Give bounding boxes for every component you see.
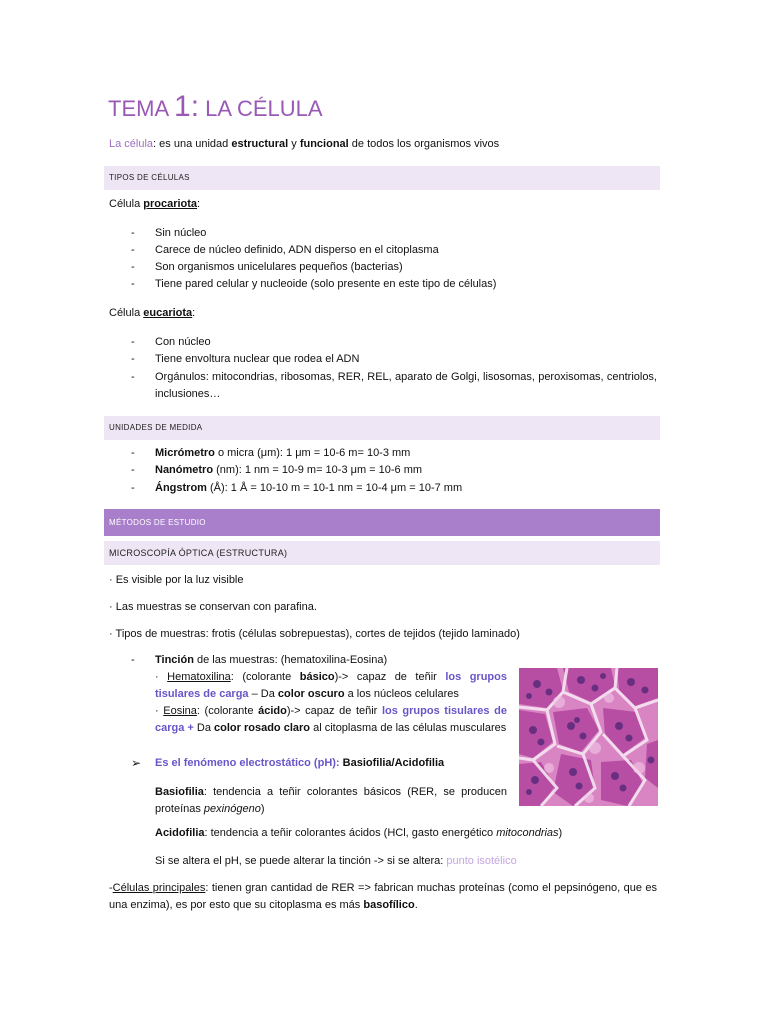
list-item: Son organismos unicelulares pequeños (bacterias): [155, 261, 403, 273]
eucariota-lead: Célula: [109, 307, 144, 319]
basiofilia-term: Basiofilia: [155, 786, 204, 798]
list-item: [155, 480, 462, 497]
dash-marker: -: [131, 244, 135, 256]
intro-line: [109, 136, 499, 152]
unit-rest: (Å): 1 Å = 10-10 m = 10-1 nm = 10-4 μm = 10-7 mm: [206, 482, 463, 494]
dash-marker: -: [131, 261, 135, 273]
bullet-dot: ·: [155, 705, 164, 717]
fenomeno-rest: Basiofilia/Acidofilia: [339, 757, 445, 769]
unit-term: Nanómetro: [155, 464, 214, 476]
acidofilia-line: [155, 825, 562, 842]
subsection-heading-microscopia: MICROSCOPÍA ÓPTICA (ESTRUCTURA): [104, 541, 660, 565]
tincion-rest: de las muestras: (hematoxilina-Eosina): [193, 654, 388, 666]
text: al citoplasma de las células musculares: [310, 722, 507, 734]
dash-marker: -: [131, 447, 135, 459]
list-item: Con núcleo: [155, 336, 211, 348]
dash-marker: -: [109, 882, 113, 894]
procariota-lead: Célula: [109, 198, 144, 210]
unit-rest: o micra (μm): 1 μm = 10-6 m= 10-3 mm: [214, 447, 411, 459]
text: : tendencia a teñir colorantes ácidos (HCl, gasto energético: [204, 827, 497, 839]
list-item: [155, 445, 410, 462]
unit-term: Ángstrom: [155, 482, 207, 494]
tincion-term: Tinción: [155, 654, 194, 666]
punto-isotelico-text: punto isotélico: [446, 855, 517, 867]
section-heading-tipos: TIPOS DE CÉLULAS: [104, 166, 660, 190]
tincion-line: [155, 652, 387, 669]
title-prefix: TEMA: [108, 96, 175, 121]
principales-term: Células principales: [112, 882, 206, 894]
list-item: Sin núcleo: [155, 227, 207, 239]
micrograph-image: [519, 668, 658, 806]
dash-marker: -: [131, 464, 135, 476]
text: )-> capaz de teñir: [286, 705, 382, 717]
bullet-line: · Tipos de muestras: frotis (células sobrepuestas), cortes de tejidos (tejido laminado): [109, 628, 520, 640]
dash-marker: -: [131, 227, 135, 239]
highlight-text: los grupos tisulares de carga: [155, 671, 507, 700]
bold-text: color oscuro: [277, 688, 345, 700]
hematoxilina-paragraph: [155, 669, 507, 703]
text: : tienen gran cantidad de RER => fabrican muchas proteínas (como el pepsinógeno, que es una enzima), es por esto que su citoplasma es más: [109, 882, 657, 911]
dash-marker: -: [131, 278, 135, 290]
dash-marker: -: [131, 482, 135, 494]
text: – Da: [248, 688, 278, 700]
text: ): [558, 827, 563, 839]
text: : (colorante: [196, 705, 259, 717]
text: a los núcleos celulares: [344, 688, 459, 700]
eosina-term: Eosina: [163, 705, 197, 717]
section-heading-unidades: UNIDADES DE MEDIDA: [104, 416, 660, 440]
list-item: [155, 462, 422, 479]
basiofilia-paragraph: [155, 784, 507, 818]
procariota-heading: [109, 196, 200, 212]
ph-line: [155, 853, 517, 870]
hematoxilina-term: Hematoxilina: [167, 671, 231, 683]
dash-marker: -: [131, 654, 135, 666]
text: Da: [193, 722, 215, 734]
text: )-> capaz de teñir: [334, 671, 446, 683]
unit-term: Micrómetro: [155, 447, 215, 459]
dash-marker: -: [131, 371, 135, 383]
italic-text: pexinógeno: [203, 803, 261, 815]
bold-text: básico: [299, 671, 335, 683]
acidofilia-term: Acidofilia: [155, 827, 205, 839]
bullet-dot: ·: [155, 671, 168, 683]
dash-marker: -: [131, 336, 135, 348]
bold-text: color rosado claro: [214, 722, 311, 734]
fenomeno-line: [155, 755, 444, 772]
bullet-line: · Las muestras se conservan con parafina.: [109, 601, 317, 613]
intro-text: y: [288, 138, 300, 150]
list-item: Carece de núcleo definido, ADN disperso en el citoplasma: [155, 244, 439, 256]
unit-rest: (nm): 1 nm = 10-9 m= 10-3 μm = 10-6 mm: [213, 464, 423, 476]
eucariota-term: eucariota: [143, 307, 193, 319]
list-item: Orgánulos: mitocondrias, ribosomas, RER, REL, aparato de Golgi, lisosomas, peroxisomas, centriolos, inclusiones…: [155, 371, 657, 400]
text: .: [414, 899, 418, 911]
list-item: Tiene envoltura nuclear que rodea el ADN: [155, 353, 360, 365]
bold-text: basofílico: [363, 899, 415, 911]
intro-text: : es una unidad: [153, 138, 232, 150]
eucariota-colon: :: [192, 307, 196, 319]
page-title: [108, 90, 323, 126]
fenomeno-term: Es el fenómeno electrostático (pH):: [155, 757, 340, 769]
eosina-paragraph: [155, 703, 507, 737]
text: ): [260, 803, 265, 815]
intro-bold-2: funcional: [299, 138, 349, 150]
celulas-principales-paragraph: [109, 880, 657, 914]
text: Si se altera el pH, se puede alterar la tinción -> si se altera:: [155, 855, 447, 867]
section-heading-metodos: MÉTODOS DE ESTUDIO: [104, 509, 660, 536]
eucariota-heading: [109, 305, 195, 321]
text: : tendencia a teñir colorantes básicos (RER, se producen proteínas: [155, 786, 507, 815]
title-suffix: LA CÉLULA: [199, 96, 323, 121]
intro-term: La célula: [109, 138, 154, 150]
arrow-bullet-icon: ➢: [131, 756, 142, 770]
procariota-colon: :: [197, 198, 201, 210]
list-item: Tiene pared celular y nucleoide (solo presente en este tipo de células): [155, 278, 497, 290]
bold-text: ácido: [258, 705, 287, 717]
highlight-text: los grupos tisulares de carga +: [155, 705, 507, 734]
intro-text: de todos los organismos vivos: [348, 138, 500, 150]
text: : (colorante: [230, 671, 300, 683]
intro-bold-1: estructural: [231, 138, 289, 150]
procariota-term: procariota: [143, 198, 198, 210]
bullet-line: · Es visible por la luz visible: [109, 574, 244, 586]
italic-text: mitocondrias: [496, 827, 559, 839]
dash-marker: -: [131, 353, 135, 365]
micrograph-stained-tissue-icon: [519, 668, 658, 806]
title-number: 1:: [174, 90, 200, 123]
